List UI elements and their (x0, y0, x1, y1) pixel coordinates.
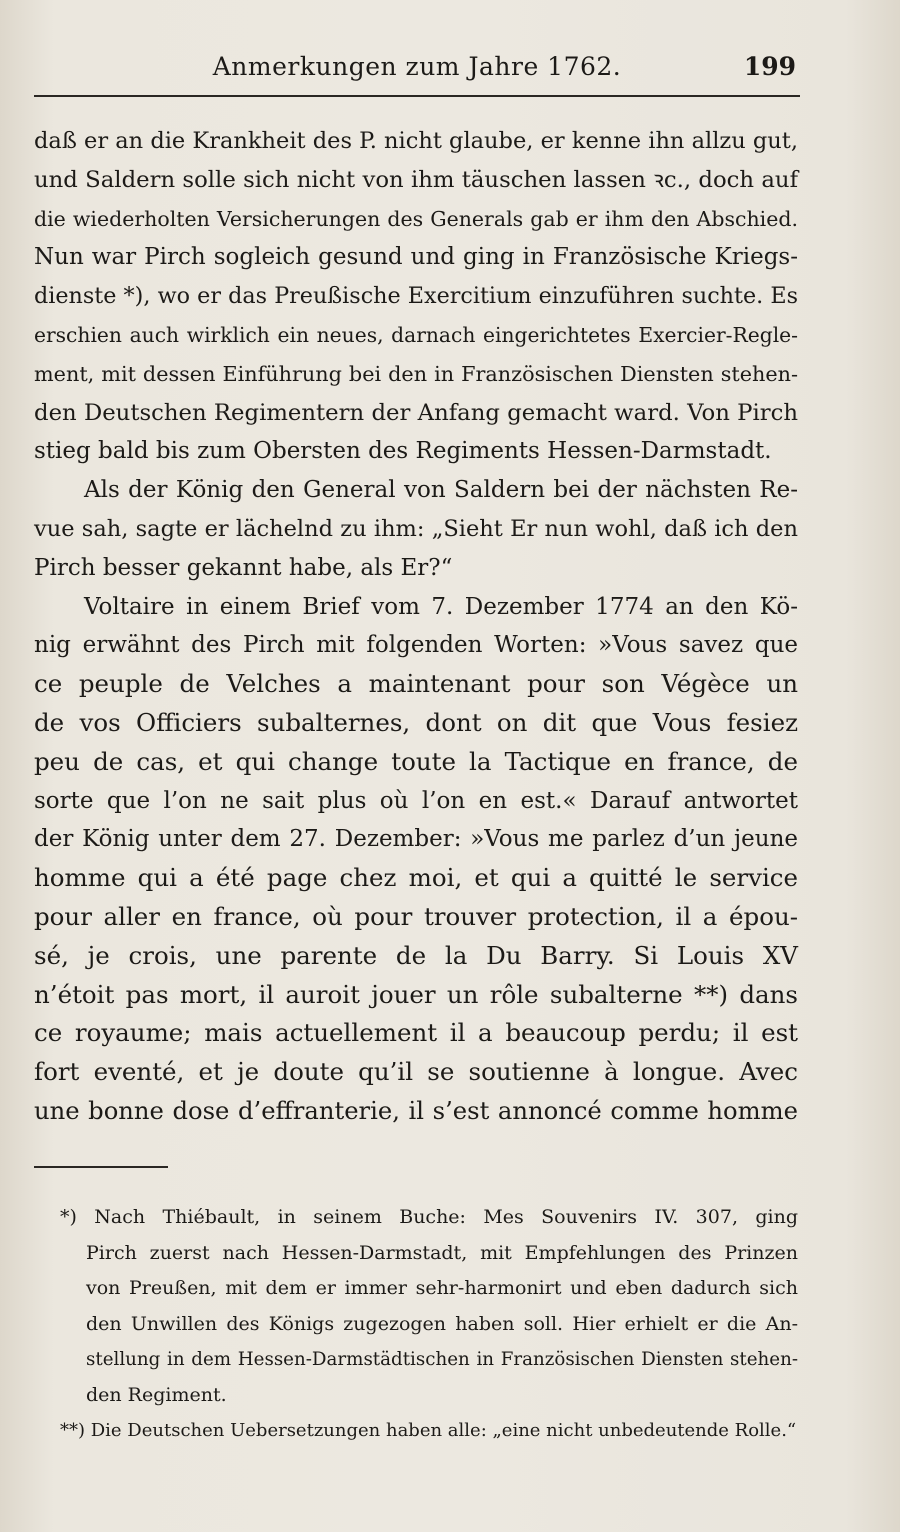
text-line: dienste *), wo er das Preußische Exercitium einzuführen suchte. Es (34, 283, 798, 310)
footnote-line: den Unwillen des Königs zugezogen haben soll. Hier erhielt er die An- (86, 1312, 798, 1335)
text-line: homme qui a été page chez moi, et qui a quitté le service (34, 863, 798, 893)
text-line: Als der König den General von Saldern bei der nächsten Re- (84, 477, 798, 504)
text-line: ce royaume; mais actuellement il a beaucoup perdu; il est (34, 1018, 798, 1048)
text-line: stieg bald bis zum Obersten des Regiments Hessen-Darmstadt. (34, 438, 772, 465)
header-rule (34, 95, 800, 97)
running-title: Anmerkungen zum Jahre 1762. (212, 52, 622, 81)
text-line: der König unter dem 27. Dezember: »Vous me parlez d’un jeune (34, 826, 798, 853)
text-line: nig erwähnt des Pirch mit folgenden Worten: »Vous savez que (34, 632, 798, 659)
footnotes (34, 1200, 798, 1449)
text-line: die wiederholten Versicherungen des Generals gab er ihm den Abschied. (34, 206, 798, 231)
page-number: 199 (743, 52, 796, 81)
text-line: erschien auch wirklich ein neues, darnach eingerichtetes Exercier-Regle- (34, 322, 798, 347)
text-line: pour aller en france, où pour trouver protection, il a épou- (34, 901, 798, 931)
footnote-line: *) Nach Thiébault, in seinem Buche: Mes Souvenirs IV. 307, ging (60, 1206, 798, 1228)
text-line: ment, mit dessen Einführung bei den in Französischen Diensten stehen- (34, 361, 798, 386)
footnote-line: stellung in dem Hessen-Darmstädtischen in Französischen Diensten stehen- (86, 1349, 798, 1370)
text-line: Voltaire in einem Brief vom 7. Dezember 1774 an den Kö- (84, 593, 798, 620)
text-line: Pirch besser gekannt habe, als Er?“ (34, 554, 453, 581)
text-line: Nun war Pirch sogleich gesund und ging in Französische Kriegs- (34, 244, 798, 271)
text-line: fort eventé, et je doute qu’il se soutienne à longue. Avec (34, 1057, 798, 1087)
text-line: peu de cas, et qui change toute la Tactique en france, de (34, 746, 798, 776)
footnote-line: **) Die Deutschen Uebersetzungen haben alle: „eine nicht unbedeutende Rolle.“ (60, 1420, 797, 1441)
text-line: vue sah, sagte er lächelnd zu ihm: „Sieht Er nun wohl, daß ich den (34, 515, 798, 542)
text-line: und Saldern solle sich nicht von ihm täuschen lassen ꝛc., doch auf (34, 166, 798, 193)
footnote-line: Pirch zuerst nach Hessen-Darmstadt, mit Empfehlungen des Prinzen (86, 1241, 798, 1264)
text-line: n’étoit pas mort, il auroit jouer un rôle subalterne **) dans (34, 979, 798, 1009)
footnote-line: von Preußen, mit dem er immer sehr-harmonirt und eben dadurch sich (86, 1277, 798, 1299)
text-line: une bonne dose d’effranterie, il s’est annoncé comme homme (34, 1095, 798, 1125)
text-line: den Deutschen Regimentern der Anfang gemacht ward. Von Pirch (34, 399, 798, 426)
text-line: ce peuple de Velches a maintenant pour son Végèce un (34, 669, 798, 699)
page-header (34, 48, 800, 88)
main-text (34, 122, 798, 1131)
footnote-line: den Regiment. (86, 1383, 227, 1406)
text-line: sorte que l’on ne sait plus où l’on en est.« Darauf antwortet (34, 787, 798, 814)
footnote-rule (34, 1166, 168, 1168)
text-line: sé, je crois, une parente de la Du Barry. Si Louis XV (34, 940, 798, 970)
text-line: de vos Officiers subalternes, dont on dit que Vous fesiez (34, 707, 798, 737)
text-line: daß er an die Krankheit des P. nicht glaube, er kenne ihn allzu gut, (34, 128, 798, 154)
